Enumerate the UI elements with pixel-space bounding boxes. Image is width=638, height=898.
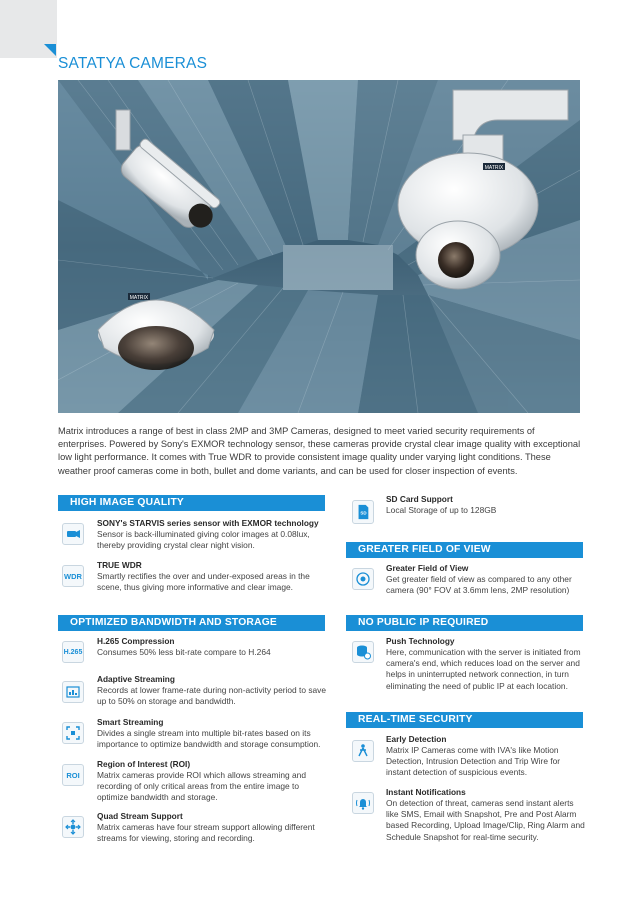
feature-desc: Smartly rectifies the over and under-exposed areas in the scene, thus giving more informative and clear image. [97, 571, 310, 593]
svg-text:MATRIX: MATRIX [129, 295, 149, 301]
feature-desc: Matrix cameras have four stream support allowing different streams for viewing, storing and recording. [97, 822, 315, 844]
smart-streaming-icon [62, 722, 84, 744]
feature-instant-notifications [386, 787, 586, 843]
section-realtime-security: REAL-TIME SECURITY [346, 712, 583, 728]
feature-h265 [97, 636, 327, 658]
feature-desc: Get greater field of view as compared to any other camera (90° FOV at 3.6mm lens, 2MP resolution) [386, 574, 572, 596]
city-camera-illustration [58, 80, 580, 413]
quad-stream-icon [62, 816, 84, 838]
roi-icon: ROI [62, 764, 84, 786]
svg-text:SD: SD [360, 510, 367, 516]
feature-title: H.265 Compression [97, 636, 175, 646]
feature-desc: Records at lower frame-rate during non-activity period to save up to 50% on storage and bandwidth. [97, 685, 327, 707]
feature-early-detection [386, 734, 586, 779]
feature-title: SD Card Support [386, 494, 453, 504]
section-optimized-bandwidth: OPTIMIZED BANDWIDTH AND STORAGE [58, 615, 325, 631]
feature-desc: On detection of threat, cameras send instant alerts like SMS, Email with Snapshot, Pre and Post Alarm based Recording, Upload Image/Clip, Ring Alarm and Schedule Snapshot for real-time security. [386, 798, 585, 842]
h265-icon: H.265 [62, 641, 84, 663]
push-server-icon [352, 641, 374, 663]
feature-desc: Here, communication with the server is initiated from camera's end, which reduces load on the server and helps in uninterrupted network connection, in turn eliminating the need of public IP at each location. [386, 647, 581, 691]
feature-push-technology [386, 636, 586, 692]
feature-title: SONY's STARVIS series sensor with EXMOR technology [97, 518, 319, 528]
intrusion-detection-icon [352, 740, 374, 762]
feature-desc: Sensor is back-illuminated giving color images at 0.08lux, thereby providing crystal clear night vision. [97, 529, 310, 551]
feature-title: TRUE WDR [97, 560, 142, 570]
feature-title: Early Detection [386, 734, 447, 744]
feature-adaptive-streaming [97, 674, 327, 707]
feature-quad-stream [97, 811, 327, 844]
feature-title: Greater Field of View [386, 563, 469, 573]
feature-roi [97, 759, 327, 804]
svg-text:MATRIX: MATRIX [484, 165, 504, 171]
sd-card-icon [352, 500, 374, 524]
section-no-public-ip: NO PUBLIC IP REQUIRED [346, 615, 583, 631]
alarm-bell-icon [352, 792, 374, 814]
camera-sensor-icon [62, 523, 84, 545]
field-of-view-icon [352, 568, 374, 590]
feature-desc: Matrix IP Cameras come with IVA's like Motion Detection, Intrusion Detection and Trip Wire for instant detection of suspicious events. [386, 745, 561, 778]
feature-sony-sensor [97, 518, 327, 551]
hero-image [58, 80, 580, 413]
feature-desc: Divides a single stream into multiple bit-rates based on its importance to optimize bandwidth and storage consumption. [97, 728, 321, 750]
feature-desc: Local Storage of up to 128GB [386, 505, 497, 515]
adaptive-streaming-icon [62, 681, 84, 703]
feature-title: Region of Interest (ROI) [97, 759, 191, 769]
feature-true-wdr [97, 560, 327, 593]
page-title: SATATYA CAMERAS [58, 55, 208, 72]
feature-smart-streaming [97, 717, 327, 750]
feature-desc: Consumes 50% less bit-rate compare to H.264 [97, 647, 271, 657]
wdr-icon: WDR [62, 565, 84, 587]
feature-desc: Matrix cameras provide ROI which allows streaming and recording of only critical areas from the entire image to optimize bandwidth and storage. [97, 770, 306, 803]
feature-title: Adaptive Streaming [97, 674, 175, 684]
feature-title: Push Technology [386, 636, 455, 646]
feature-greater-fov [386, 563, 586, 596]
feature-title: Smart Streaming [97, 717, 164, 727]
feature-title: Instant Notifications [386, 787, 466, 797]
feature-title: Quad Stream Support [97, 811, 183, 821]
intro-paragraph: Matrix introduces a range of best in class 2MP and 3MP Cameras, designed to meet varied security requirements of enterprises. Powered by Sony's EXMOR technology sensor, these cameras provide crystal clear image quality with exceptional low light performance. It comes with True WDR to provide consistent image quality under varying light conditions. These weather proof cameras come in both, bullet and dome variants, and can be used for closer inspection of events. [58, 426, 581, 476]
section-high-image-quality: HIGH IMAGE QUALITY [58, 495, 325, 511]
corner-accent [44, 44, 56, 56]
section-greater-fov: GREATER FIELD OF VIEW [346, 542, 583, 558]
feature-sd-card [386, 494, 586, 516]
